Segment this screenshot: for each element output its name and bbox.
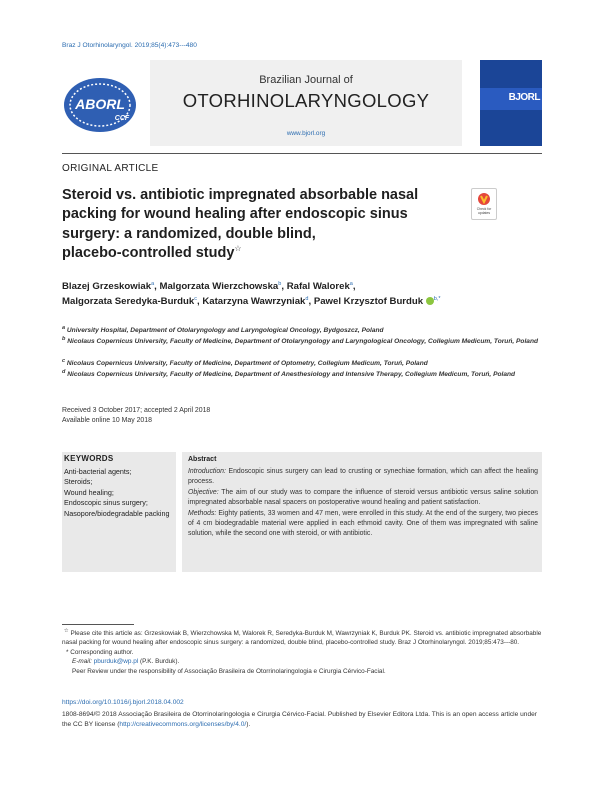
title-footnote-star: ☆ [234,244,242,254]
journal-name-line2: OTORHINOLARYNGOLOGY [182,90,430,111]
keyword-item: Anti-bacterial agents; [64,467,132,476]
footnote-divider [62,624,134,625]
corresponding-footnote: * Corresponding author. [66,648,134,656]
citation-footnote: ☆ Please cite this article as: Grzeskowiak B, Wierzchowska M, Walorek R, Seredyka-Burduk M, Wawrzyniak K, Burduk PK. Steroid vs. antibiotic impregnated absorbable nasal packing for wound healing after endoscopic sinus surgery: a randomized, double blind, placebo-controlled study. Braz J Otorhinolaryngol. 2019;85:473---80. [62,627,542,647]
affiliation: $^c$ Nicolaus Copernicus University, Faculty of Medicine, Department of Optometry, Collegium Medicum, Toruń, Poland [62,357,428,367]
keyword-item: Steroids; [64,477,93,487]
check-for-updates-badge[interactable] [471,188,497,220]
author-affil-sup[interactable]: a [349,280,353,287]
title-line: surgery: a randomized, double blind, [62,225,316,242]
author-line: Malgorzata Seredyka-Burduk$^c$, Katarzyna Wawrzyniak$^d$, Pawel Krzysztof Burduk $^{b,*}$ [62,295,441,307]
abstract-section: Introduction: Endoscopic sinus surgery can lead to crusting or synechiae formation, which can affect the healing process. [188,468,538,485]
title-line: placebo-controlled study☆ [62,244,242,262]
journal-url-link[interactable]: www.bjorl.org [286,130,326,137]
peer-review-footnote: Peer Review under the responsibility of Associação Brasileira de Otorrinolaringologia e Cirurgia Cérvico-Facial. [72,667,386,675]
header-divider [62,153,542,154]
online-date: Available online 10 May 2018 [62,417,152,424]
abstract-section: Methods: Eighty patients, 33 women and 47 men, were enrolled in this study. At the end of the surgery, two pieces of 4 cm biodegradable material were applied in each ethmoid cavity. One of them was impregnated with saline solution, while the second one with steroid, or with antibiotic. [188,510,538,537]
keywords-title: KEYWORDS [64,454,114,463]
author-affil-sup[interactable]: b,* [433,295,441,302]
keywords-list [64,467,174,519]
email-link[interactable]: pburduk@wp.pl [93,658,139,666]
title-line: packing for wound healing after endoscopic sinus [62,206,408,223]
article-dates [62,406,210,426]
orcid-icon[interactable] [426,297,434,305]
article-title [62,186,442,264]
author-affil-sup[interactable]: a [151,280,155,287]
affiliation: $^d$ Nicolaus Copernicus University, Faculty of Medicine, Department of Anesthesiology and Intensive Therapy, Collegium Medicum, Toruń, Poland [62,368,516,378]
author-name[interactable]: Katarzyna Wawrzyniak [202,296,306,307]
affiliation: $^a$ University Hospital, Department of Otolaryngology and Laryngological Oncology, Bydgoszcz, Poland [62,324,384,334]
journal-name-line1: Brazilian Journal of [259,74,353,86]
journal-cover-image [470,60,542,146]
aborl-logo [62,76,142,134]
author-line: Blazej Grzeskowiak$^a$, Malgorzata Wierzchowska$^b$, Rafal Walorek$^a$, [62,280,356,292]
license-link[interactable]: http://creativecommons.org/licenses/by/4.0/ [119,721,247,728]
copyright-notice: 1808-8694/© 2018 Associação Brasileira de Otorrinolaringologia e Cirurgia Cérvico-Facial. Published by Elsevier Editora Ltda. This is an open access article under the CC BY license (http://creativecommons.org/licenses/by/4.0/). [62,711,537,728]
title-line: Steroid vs. antibiotic impregnated absorbable nasal [62,187,419,203]
keyword-item: Nasopore/biodegradable packing [64,508,170,518]
author-name[interactable]: Rafal Walorek [286,281,350,292]
email-footnote: E-mail: pburduk@wp.pl (P.K. Burduk). [72,658,180,666]
author-name[interactable]: Malgorzata Seredyka-Burduk [62,296,195,307]
author-name[interactable]: Pawel Krzysztof Burduk [313,296,424,307]
author-affil-sup[interactable]: b [278,280,282,287]
abstract-section: Objective: The aim of our study was to compare the influence of steroid versus antibiotic versus saline solution impregnated absorbable nasal spacers on postoperative wound healing and patient satisfaction. [188,489,538,506]
doi-link[interactable]: https://doi.org/10.1016/j.bjorl.2018.04.002 [62,699,184,706]
article-type: ORIGINAL ARTICLE [62,163,159,174]
svg-text:CCF: CCF [114,115,130,122]
keyword-item: Wound healing; [64,487,114,497]
footnotes [62,629,542,676]
author-name[interactable]: Blazej Grzeskowiak [62,281,152,292]
check-badge-label: Check for updates [476,207,492,215]
keyword-item: Endoscopic sinus surgery; [64,498,148,508]
abstract-body [188,467,538,540]
abstract-title: Abstract [188,456,217,463]
author-list [62,279,542,309]
author-affil-sup[interactable]: d [305,295,309,302]
cover-title: BJORL [508,92,540,103]
received-date: Received 3 October 2017; accepted 2 April 2018 [62,407,211,414]
svg-text:ABORL: ABORL [75,96,125,112]
author-affil-sup[interactable]: c [194,295,197,302]
author-name[interactable]: Malgorzata Wierzchowska [159,281,279,292]
affiliation: $^b$ Nicolaus Copernicus University, Faculty of Medicine, Department of Otolaryngology and Laryngological Oncology, Collegium Medicum, Toruń, Poland [62,335,538,345]
journal-citation: Braz J Otorhinolaryngol. 2019;85(4):473---480 [62,42,197,49]
